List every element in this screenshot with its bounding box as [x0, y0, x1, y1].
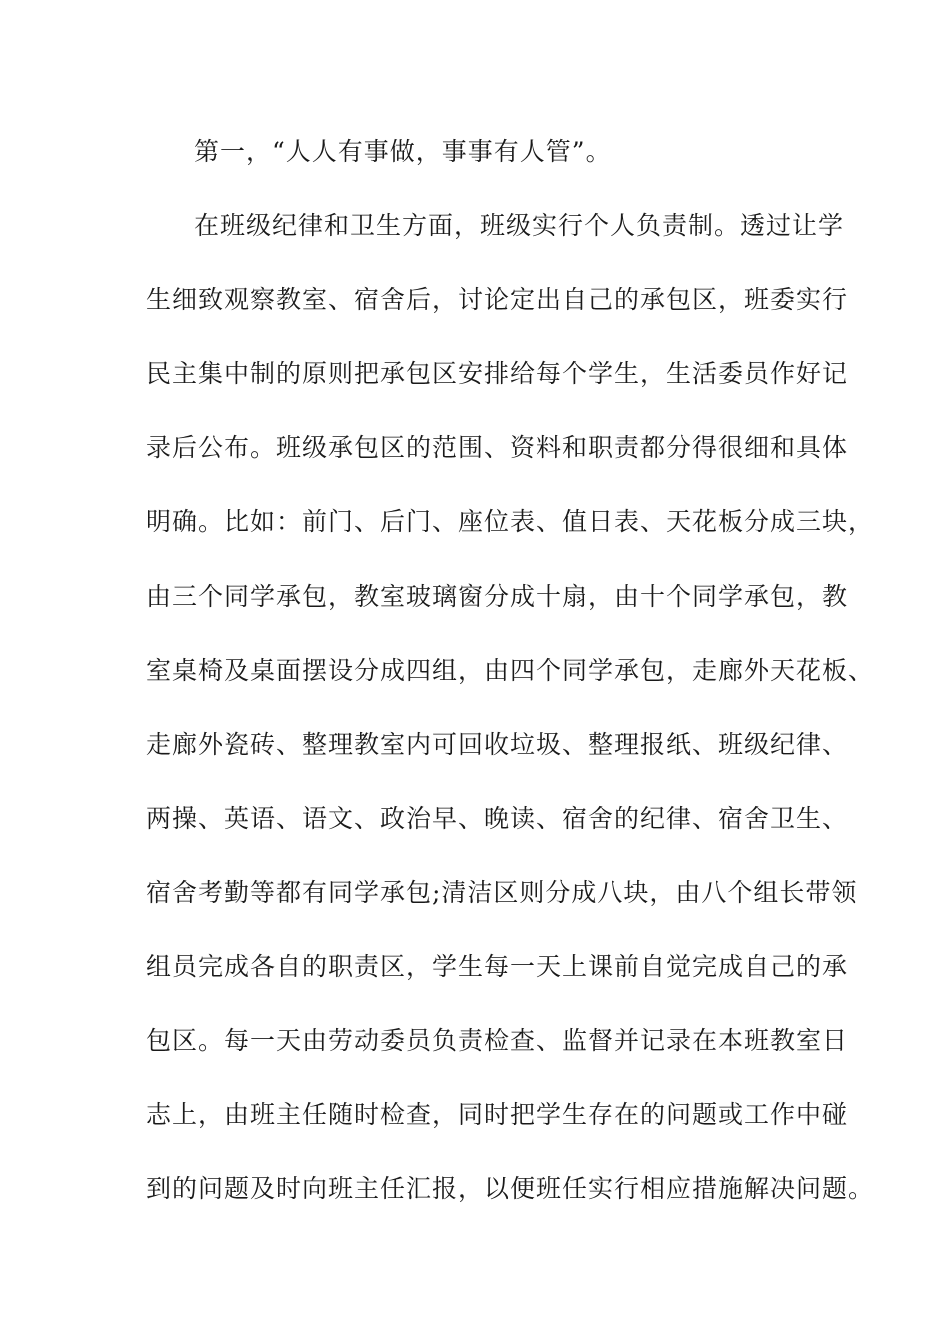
paragraph-line-10: 宿舍考勤等都有同学承包;清洁区则分成八块，由八个组长带领 — [146, 878, 858, 907]
paragraph-line-4: 录后公布。班级承包区的范围、资料和职责都分得很细和具体 — [146, 433, 849, 462]
paragraph-line-5: 明确。比如：前门、后门、座位表、值日表、天花板分成三块， — [146, 507, 875, 536]
paragraph-line-9: 两操、英语、语文、政治早、晚读、宿舍的纪律、宿舍卫生、 — [146, 804, 849, 833]
paragraph-line-7: 室桌椅及桌面摆设分成四组，由四个同学承包，走廊外天花板、 — [146, 656, 875, 685]
paragraph-line-3: 民主集中制的原则把承包区安排给每个学生，生活委员作好记 — [146, 359, 849, 388]
paragraph-line-1: 在班级纪律和卫生方面，班级实行个人负责制。透过让学 — [194, 211, 845, 240]
paragraph-line-8: 走廊外瓷砖、整理教室内可回收垃圾、整理报纸、班级纪律、 — [146, 730, 849, 759]
section-heading: 第一，“人人有事做，事事有人管”。 — [194, 137, 612, 166]
paragraph-line-13: 志上，由班主任随时检查，同时把学生存在的问题或工作中碰 — [146, 1100, 849, 1129]
paragraph-line-14: 到的问题及时向班主任汇报，以便班任实行相应措施解决问题。 — [146, 1174, 875, 1203]
paragraph-line-11: 组员完成各自的职责区，学生每一天上课前自觉完成自己的承 — [146, 952, 849, 981]
paragraph-line-2: 生细致观察教室、宿舍后，讨论定出自己的承包区，班委实行 — [146, 285, 849, 314]
paragraph-line-6: 由三个同学承包，教室玻璃窗分成十扇，由十个同学承包，教 — [146, 582, 849, 611]
paragraph-line-12: 包区。每一天由劳动委员负责检查、监督并记录在本班教室日 — [146, 1026, 849, 1055]
